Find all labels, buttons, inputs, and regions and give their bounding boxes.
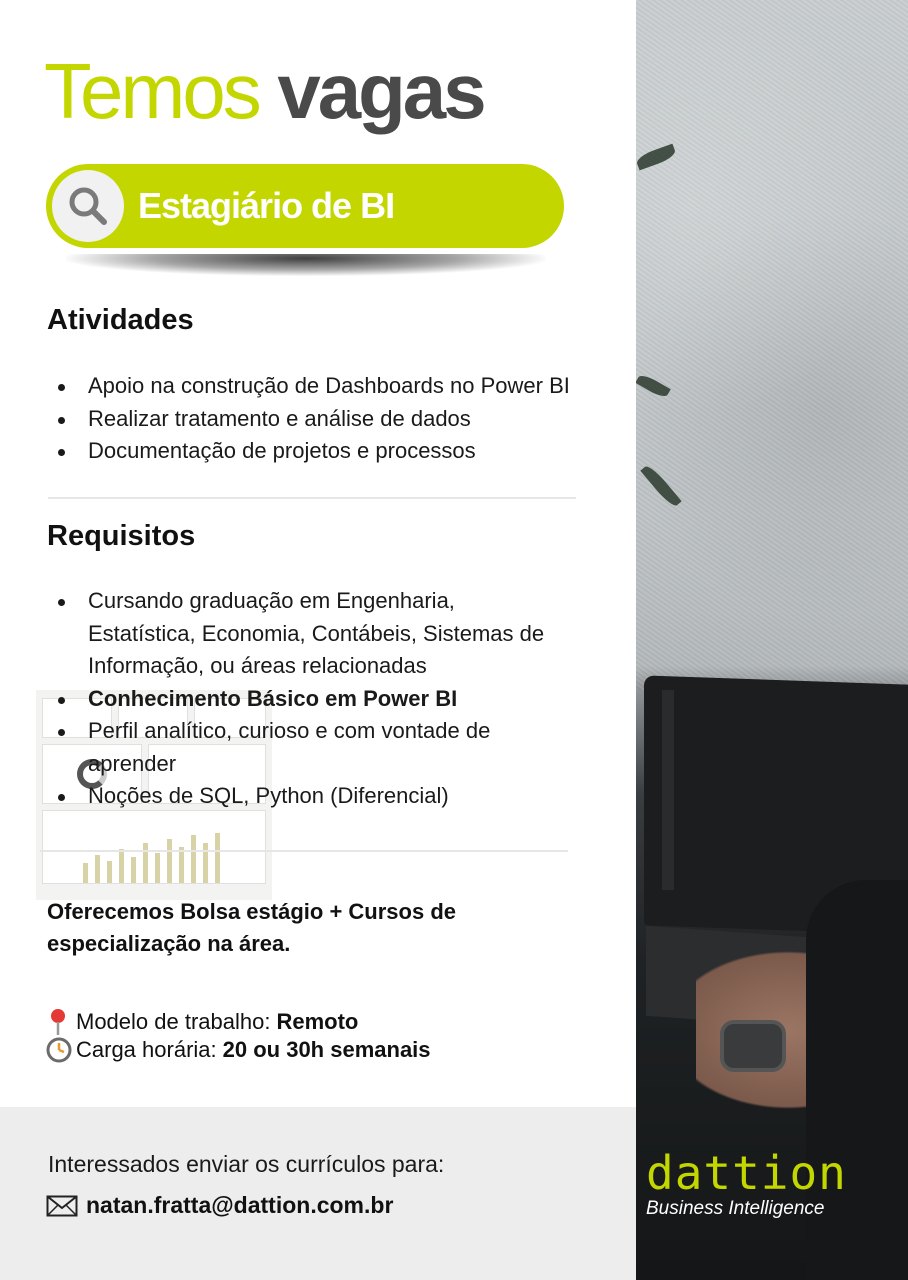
page-title <box>44 46 484 136</box>
column-bar <box>143 843 148 883</box>
dashboard-column-card <box>42 810 266 884</box>
list-item: Documentação de projetos e processos <box>58 435 570 468</box>
divider <box>48 497 576 499</box>
search-icon <box>52 170 124 242</box>
dattion-logo: dattion <box>646 1146 847 1200</box>
column-bar <box>119 849 124 883</box>
title-part2: vagas <box>277 47 484 135</box>
column-bar <box>107 861 112 883</box>
work-model-line <box>46 1008 358 1036</box>
divider <box>40 850 568 852</box>
list-item: Conhecimento Básico em Power BI <box>58 683 568 716</box>
list-item: Perfil analítico, curioso e com vontade de aprender <box>58 715 548 780</box>
requirements-title: Requisitos <box>47 520 196 552</box>
activities-list <box>58 370 570 468</box>
column-bar <box>95 855 100 883</box>
clock-icon <box>46 1037 72 1063</box>
work-model-label: Modelo de trabalho: <box>76 1009 271 1034</box>
workload-value: 20 ou 30h semanais <box>222 1037 431 1062</box>
column-bar <box>191 835 196 883</box>
pill-shadow <box>66 254 546 276</box>
workload-line <box>46 1036 431 1064</box>
envelope-icon <box>46 1195 78 1217</box>
title-part1: Temos <box>44 47 259 135</box>
email-link[interactable]: natan.fratta@dattion.com.br <box>86 1192 394 1218</box>
workload-label: Carga horária: <box>76 1037 217 1062</box>
column-bar <box>155 853 160 883</box>
pin-icon <box>46 1008 70 1036</box>
column-bar <box>131 857 136 883</box>
work-model-value: Remoto <box>276 1009 359 1034</box>
activities-title: Atividades <box>47 304 194 336</box>
dashboard-sidebar <box>662 690 674 890</box>
wristwatch <box>720 1020 786 1072</box>
requirements-list <box>58 585 568 813</box>
email-row[interactable] <box>46 1192 393 1219</box>
brand-tagline: Business Intelligence <box>646 1198 825 1219</box>
wall-texture <box>636 0 908 690</box>
list-item: Apoio na construção de Dashboards no Power BI <box>58 370 570 403</box>
column-bar <box>83 863 88 883</box>
column-bar <box>167 839 172 883</box>
column-bar <box>215 833 220 883</box>
position-pill <box>46 164 564 248</box>
list-item: Cursando graduação em Engenharia, Estatística, Economia, Contábeis, Sistemas de Informação, ou áreas relacionadas <box>58 585 558 683</box>
list-item: Noções de SQL, Python (Diferencial) <box>58 780 568 813</box>
person-sleeve <box>806 880 908 1280</box>
column-bar <box>203 843 208 883</box>
footer-text: Interessados enviar os currículos para: <box>48 1151 445 1177</box>
column-bar <box>179 847 184 883</box>
position-label: Estagiário de BI <box>138 185 395 226</box>
offer-text: Oferecemos Bolsa estágio + Cursos de especialização na área. <box>47 899 456 956</box>
list-item: Realizar tratamento e análise de dados <box>58 403 570 436</box>
